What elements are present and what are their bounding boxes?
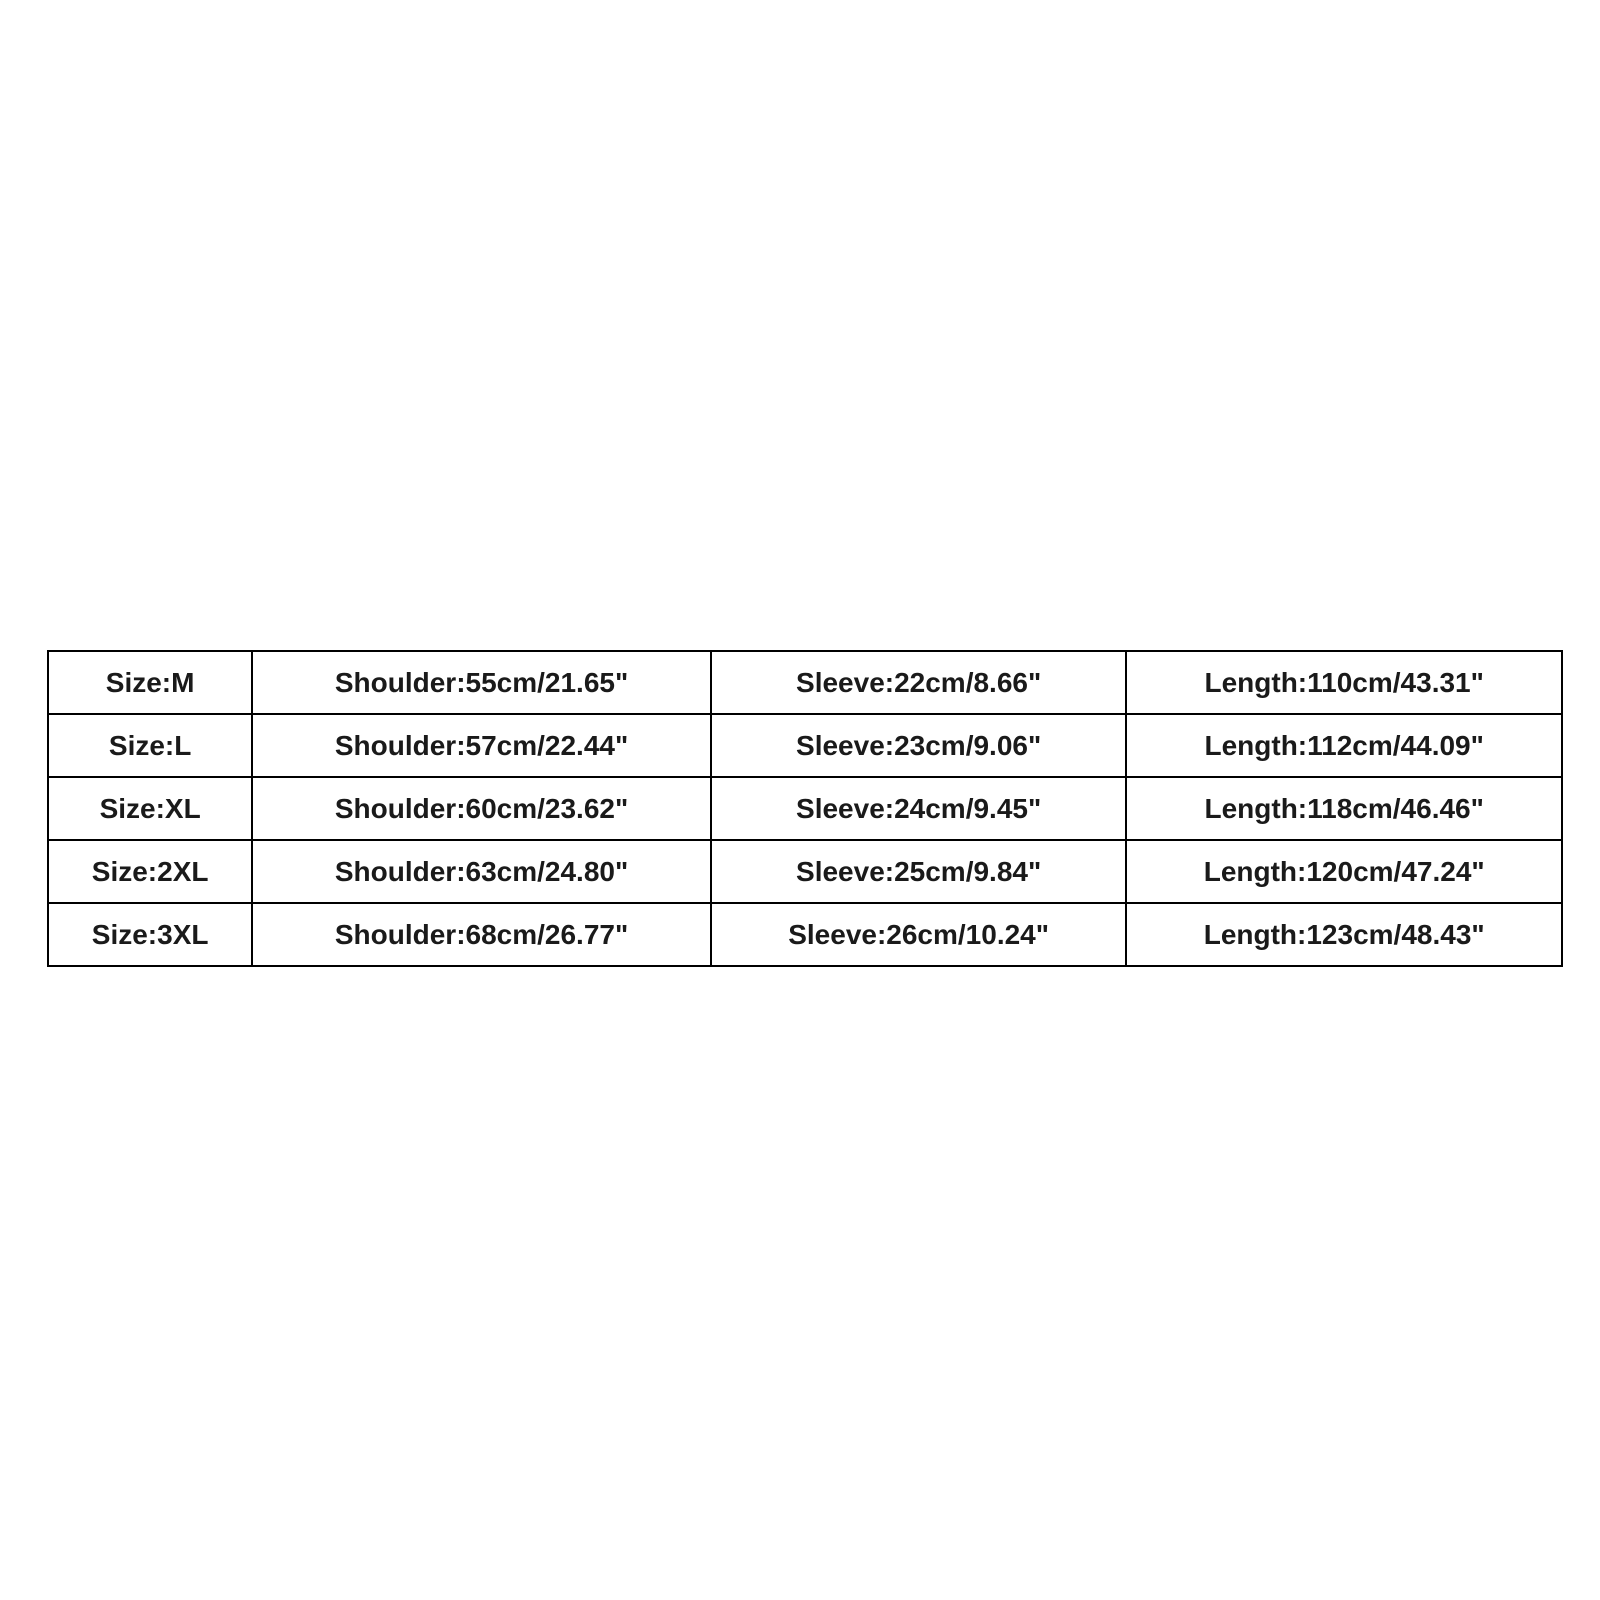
shoulder-cell: Shoulder:60cm/23.62" bbox=[252, 777, 711, 840]
size-chart-table bbox=[47, 650, 1563, 967]
shoulder-cell: Shoulder:57cm/22.44" bbox=[252, 714, 711, 777]
shoulder-cell: Shoulder:55cm/21.65" bbox=[252, 651, 711, 714]
shoulder-cell: Shoulder:68cm/26.77" bbox=[252, 903, 711, 966]
sleeve-cell: Sleeve:22cm/8.66" bbox=[711, 651, 1127, 714]
shoulder-cell: Shoulder:63cm/24.80" bbox=[252, 840, 711, 903]
size-cell: Size:3XL bbox=[48, 903, 252, 966]
table-row bbox=[48, 651, 1562, 714]
sleeve-cell: Sleeve:24cm/9.45" bbox=[711, 777, 1127, 840]
size-cell: Size:M bbox=[48, 651, 252, 714]
size-cell: Size:2XL bbox=[48, 840, 252, 903]
sleeve-cell: Sleeve:25cm/9.84" bbox=[711, 840, 1127, 903]
table-row bbox=[48, 714, 1562, 777]
length-cell: Length:110cm/43.31" bbox=[1126, 651, 1562, 714]
table-row bbox=[48, 777, 1562, 840]
sleeve-cell: Sleeve:26cm/10.24" bbox=[711, 903, 1127, 966]
table-row bbox=[48, 840, 1562, 903]
table-row bbox=[48, 903, 1562, 966]
length-cell: Length:123cm/48.43" bbox=[1126, 903, 1562, 966]
sleeve-cell: Sleeve:23cm/9.06" bbox=[711, 714, 1127, 777]
length-cell: Length:118cm/46.46" bbox=[1126, 777, 1562, 840]
length-cell: Length:120cm/47.24" bbox=[1126, 840, 1562, 903]
size-cell: Size:XL bbox=[48, 777, 252, 840]
length-cell: Length:112cm/44.09" bbox=[1126, 714, 1562, 777]
size-cell: Size:L bbox=[48, 714, 252, 777]
